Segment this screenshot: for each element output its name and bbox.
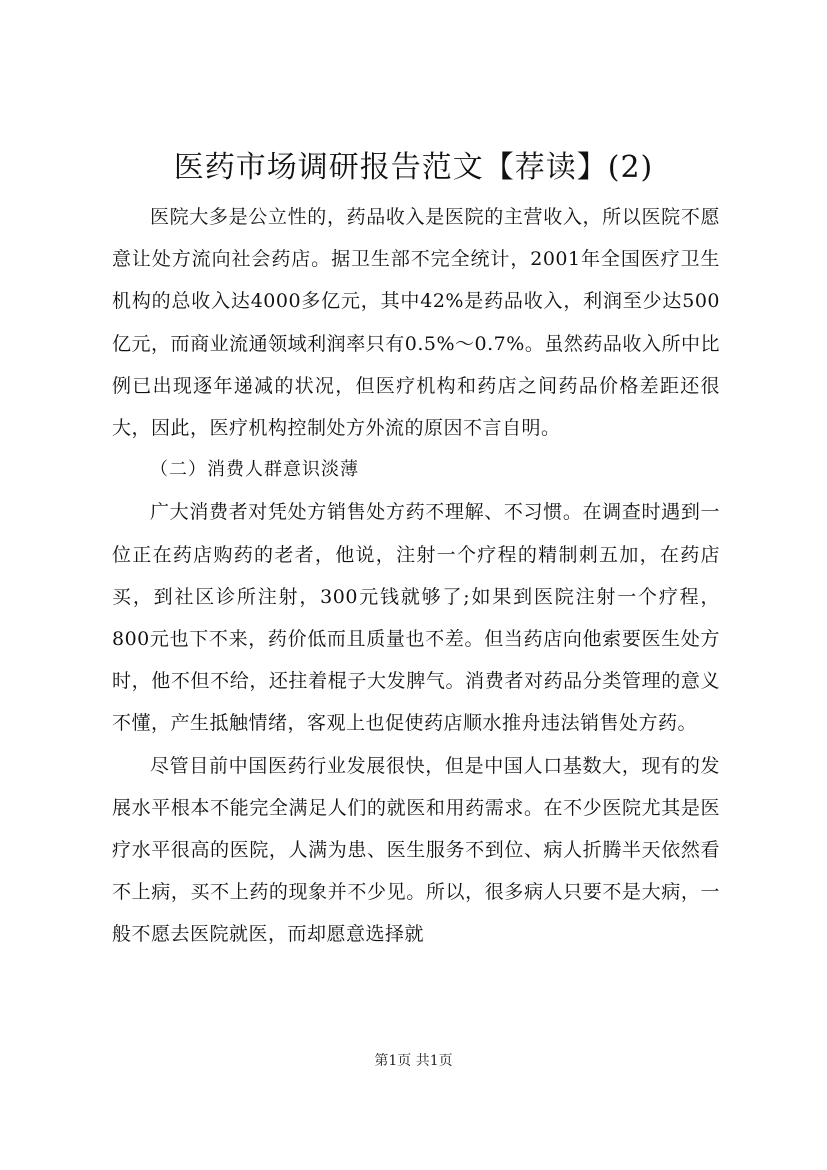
paragraph-industry-development: 尽管目前中国医药行业发展很快，但是中国人口基数大，现有的发展水平根本不能完全满足人们的就医和用药需求。在不少医院尤其是医疗水平很高的医院，人满为患、医生服务不到位、病人折腾半天依然看不上病，买不上药的现象并不少见。所以，很多病人只要不是大病，一般不愿去医院就医，而却愿意选择就: [112, 754, 720, 946]
document-title: 医药市场调研报告范文【荐读】(2): [173, 150, 654, 185]
page-number-footer: 第1页 共1页: [374, 1053, 453, 1069]
paragraph-drug-revenue: 医院大多是公立性的，药品收入是医院的主营收入，所以医院不愿意让处方流向社会药店。据卫生部不完全统计，2001年全国医疗卫生机构的总收入达4000多亿元，其中42%是药品收入，利润至少达500亿元，而商业流通领域利润率只有0.5%～0.7%。虽然药品收入所中比例已出现逐年递减的状况，但医疗机构和药店之间药品价格差距还很大，因此，医疗机构控制处方外流的原因不言自明。: [112, 206, 720, 440]
section-heading-consumer-awareness: （二）消费人群意识淡薄: [150, 459, 359, 481]
paragraph-consumer-behavior: 广大消费者对凭处方销售处方药不理解、不习惯。在调查时遇到一位正在药店购药的老者，他说，注射一个疗程的精制刺五加，在药店买，到社区诊所注射，300元钱就够了;如果到医院注射一个疗程，800元也下不来，药价低而且质量也不差。但当药店向他索要医生处方时，他不但不给，还拄着棍子大发脾气。消费者对药品分类管理的意义不懂，产生抵触情绪，客观上也促使药店顺水推舟违法销售处方药。: [112, 501, 720, 735]
document-body: [112, 196, 720, 956]
